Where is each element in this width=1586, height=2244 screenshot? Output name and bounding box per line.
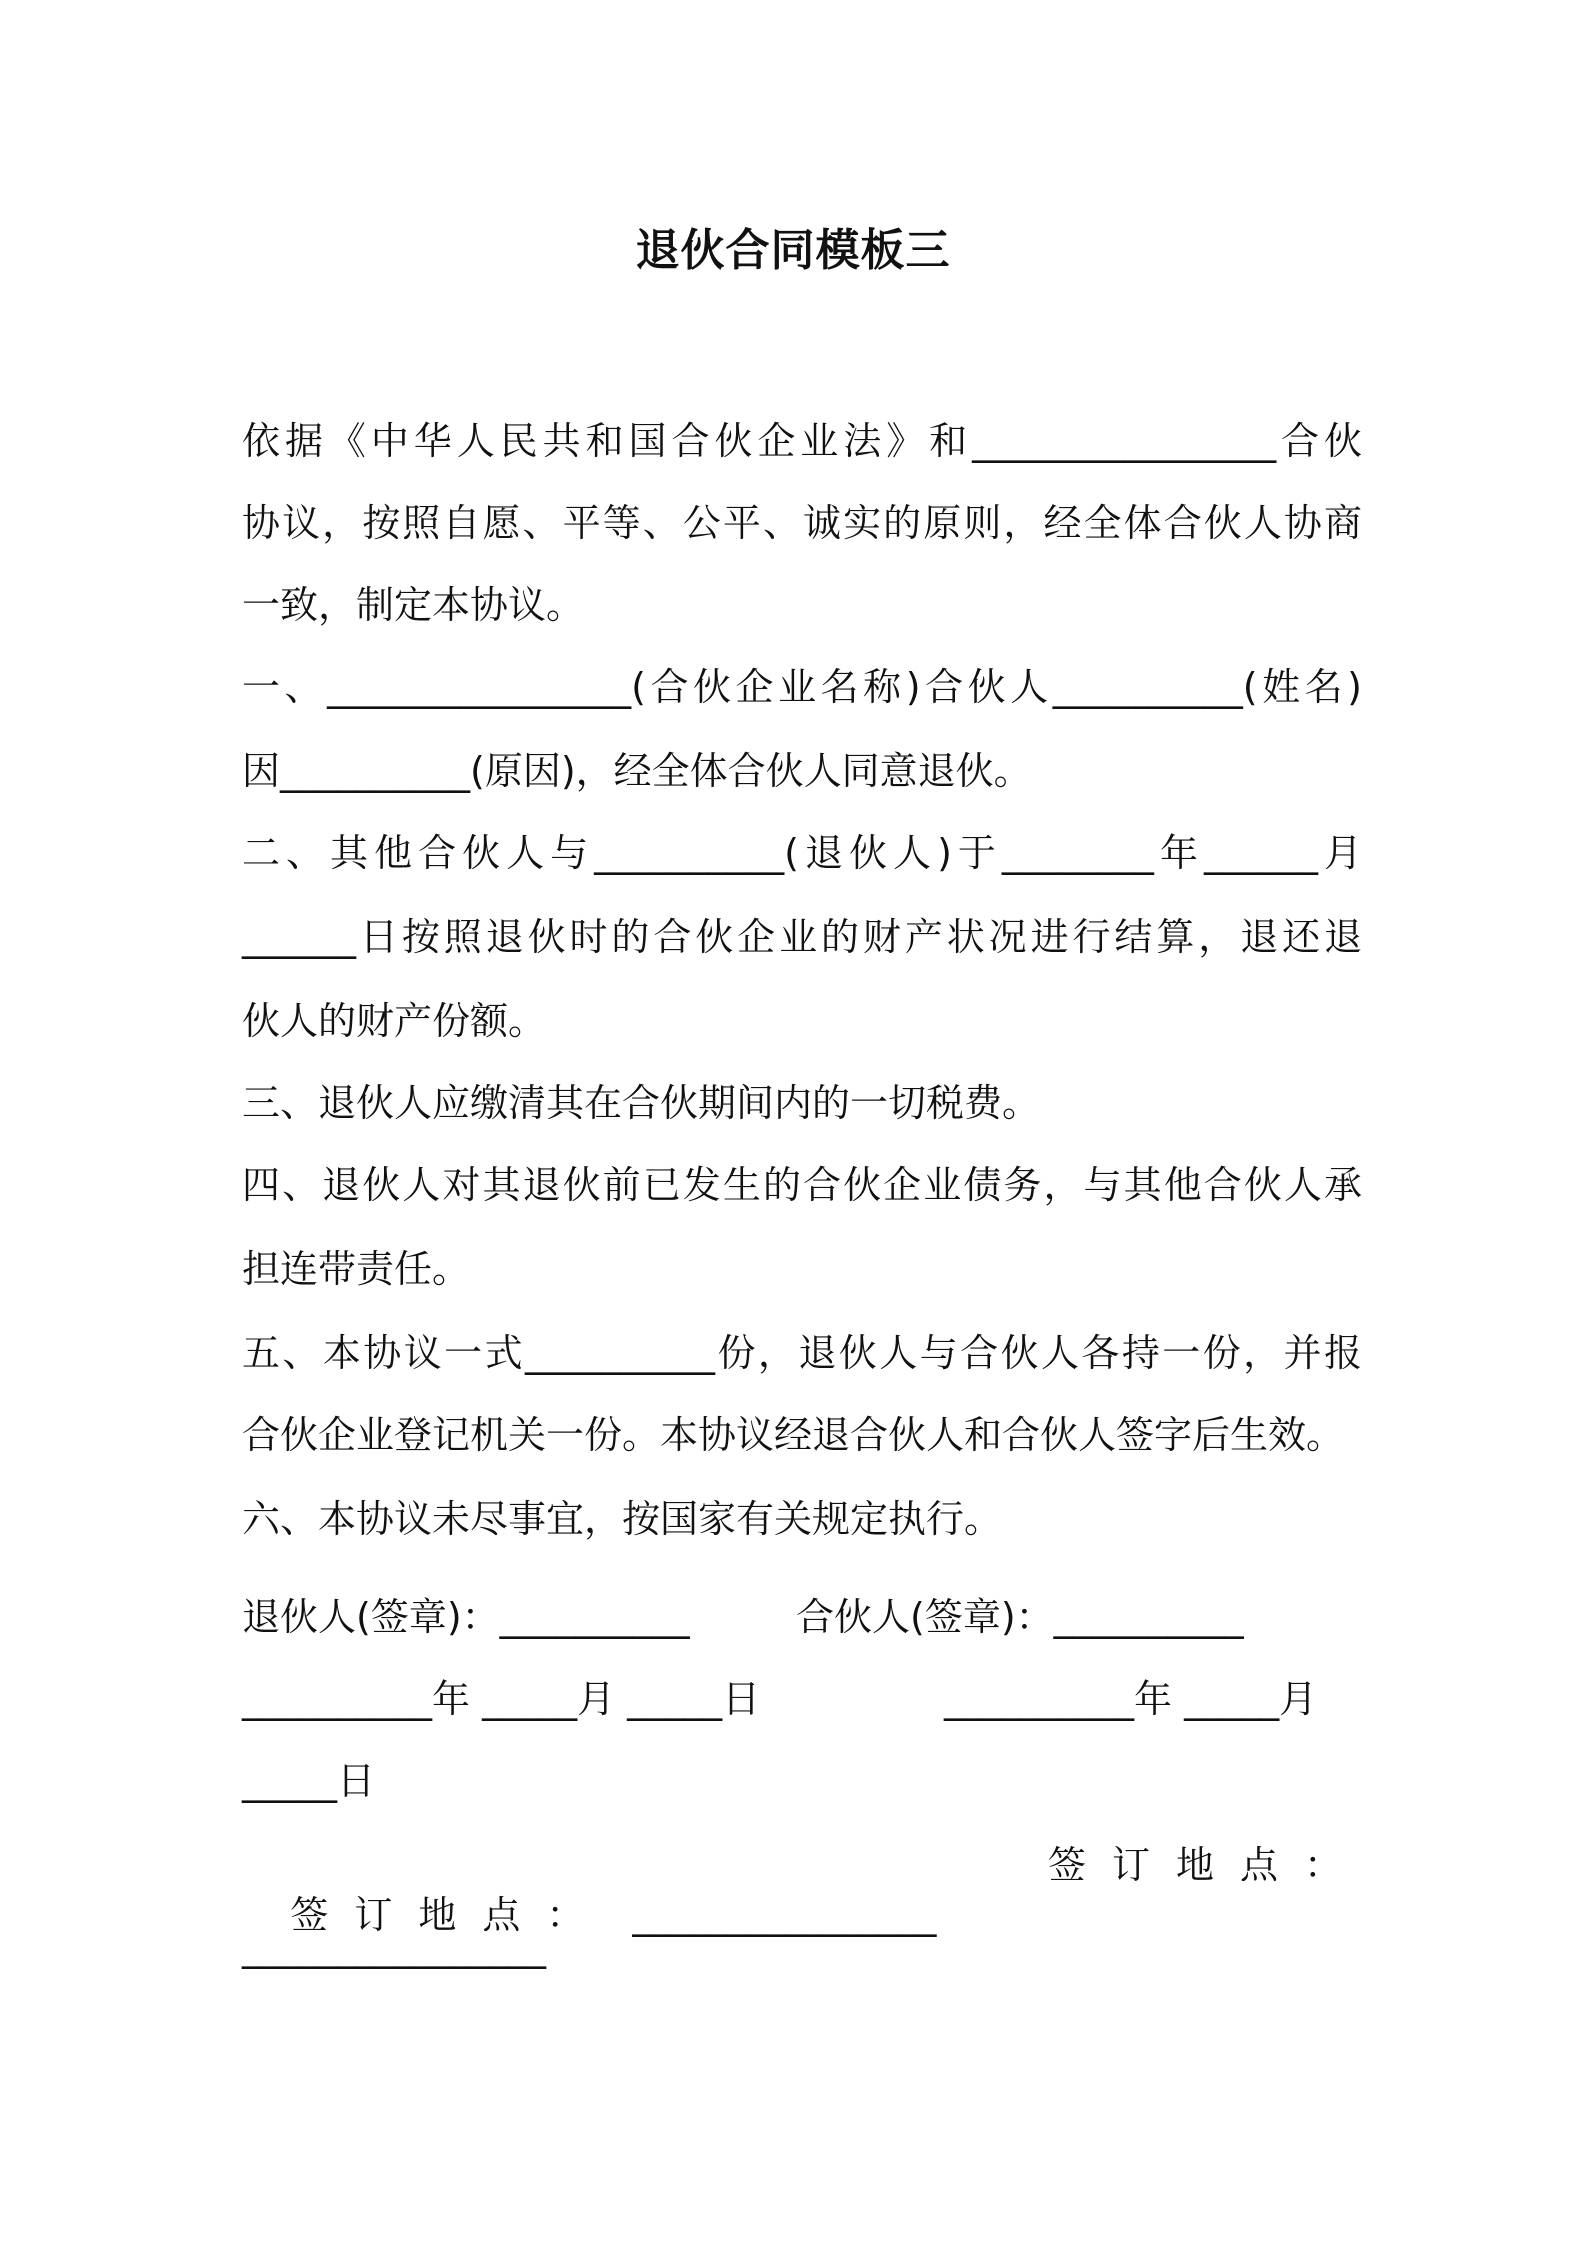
clause-6-line: 六、本协议未尽事宜，按国家有关规定执行。	[242, 1497, 1003, 1541]
partner-date: __________年 _____月	[944, 1677, 1318, 1721]
clause-2-line: ______日按照退伙时的合伙企业的财产状况进行结算，退还退	[242, 915, 1362, 959]
clause-4-line: 担连带责任。	[242, 1247, 471, 1291]
partner-signature: 合伙人(签章)：__________	[796, 1595, 1244, 1639]
clause-5-line: 合伙企业登记机关一份。本协议经退合伙人和合伙人签字后生效。	[242, 1413, 1345, 1457]
clause-1-line: 一、________________(合伙企业名称)合伙人__________(姓名)	[242, 665, 1362, 709]
partner-date-day: _____日	[242, 1759, 376, 1803]
signing-place-right-blank: ________________	[242, 1925, 546, 1969]
body-line: 一致，制定本协议。	[242, 583, 585, 627]
clause-3-line: 三、退伙人应缴清其在合伙期间内的一切税费。	[242, 1081, 1041, 1125]
clause-5-line: 五、本协议一式__________份，退伙人与合伙人各持一份，并报	[242, 1331, 1362, 1375]
body-line: 依据《中华人民共和国合伙企业法》和________________合伙	[242, 419, 1362, 463]
signing-place-right-label: 签订地点：	[1048, 1843, 1369, 1887]
body-line: 协议，按照自愿、平等、公平、诚实的原则，经全体合伙人协商	[242, 501, 1362, 545]
signing-place-label: 签订地点：	[290, 1893, 611, 1937]
clause-2-line: 伙人的财产份额。	[242, 999, 547, 1043]
signing-place-blank: ________________	[632, 1893, 937, 1937]
document-title: 退伙合同模板三	[635, 225, 951, 276]
clause-4-line: 四、退伙人对其退伙前已发生的合伙企业债务，与其他合伙人承	[242, 1163, 1362, 1207]
retiring-partner-date: __________年 _____月 _____日	[242, 1677, 761, 1721]
clause-2-line: 二、其他合伙人与__________(退伙人)于________年______月	[242, 831, 1362, 875]
retiring-partner-signature: 退伙人(签章)：__________	[242, 1595, 690, 1639]
clause-1-line: 因__________(原因)，经全体合伙人同意退伙。	[242, 749, 1032, 793]
